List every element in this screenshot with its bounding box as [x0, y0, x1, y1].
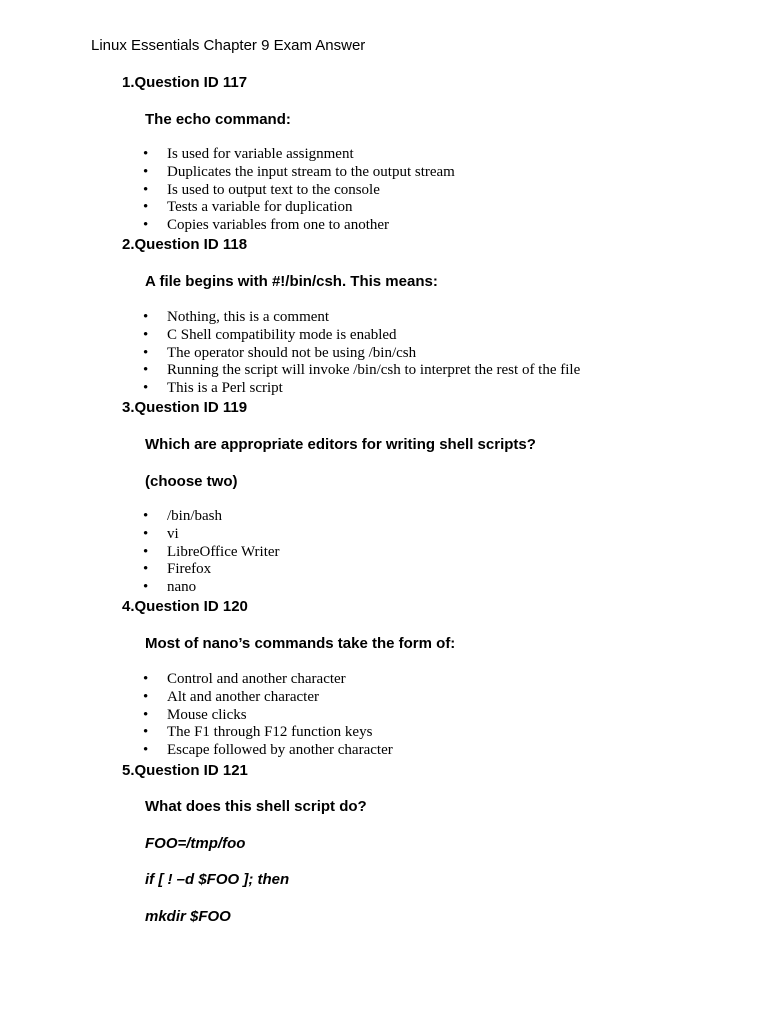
- question-heading: 3.Question ID 119: [122, 399, 248, 416]
- bullet-icon: •: [143, 724, 149, 741]
- bullet-icon: •: [143, 199, 149, 216]
- question-note: (choose two): [145, 473, 238, 490]
- question-heading: 1.Question ID 117: [122, 74, 248, 91]
- bullet-icon: •: [143, 508, 149, 524]
- bullet-icon: •: [143, 217, 149, 234]
- bullet-icon: •: [143, 525, 149, 542]
- question-prompt: What does this shell script do?: [145, 798, 367, 815]
- script-line: if [ ! –d $FOO ]; then: [145, 871, 290, 888]
- question-heading: 5.Question ID 121: [122, 762, 248, 779]
- bullet-icon: •: [143, 309, 149, 325]
- bullet-icon: •: [143, 688, 149, 705]
- question-prompt: Most of nano’s commands take the form of:: [145, 635, 456, 652]
- bullet-icon: •: [143, 181, 149, 198]
- bullet-icon: •: [143, 671, 149, 687]
- bullet-icon: •: [143, 742, 149, 759]
- bullet-icon: •: [143, 326, 149, 343]
- bullet-icon: •: [143, 543, 149, 560]
- bullet-icon: •: [143, 579, 149, 596]
- question-heading: 2.Question ID 118: [122, 236, 248, 253]
- bullet-icon: •: [143, 561, 149, 578]
- question-prompt: The echo command:: [145, 111, 291, 128]
- document-title: Linux Essentials Chapter 9 Exam Answer: [91, 37, 366, 54]
- question-prompt: A file begins with #!/bin/csh. This means:: [145, 273, 438, 290]
- bullet-icon: •: [143, 344, 149, 361]
- bullet-icon: •: [143, 380, 149, 397]
- script-line: FOO=/tmp/foo: [145, 835, 246, 852]
- bullet-icon: •: [143, 163, 149, 180]
- question-prompt: Which are appropriate editors for writing shell scripts?: [145, 436, 536, 453]
- bullet-icon: •: [143, 146, 149, 162]
- bullet-icon: •: [143, 706, 149, 723]
- question-heading: 4.Question ID 120: [122, 598, 248, 615]
- bullet-icon: •: [143, 362, 149, 379]
- script-line: mkdir $FOO: [145, 908, 231, 925]
